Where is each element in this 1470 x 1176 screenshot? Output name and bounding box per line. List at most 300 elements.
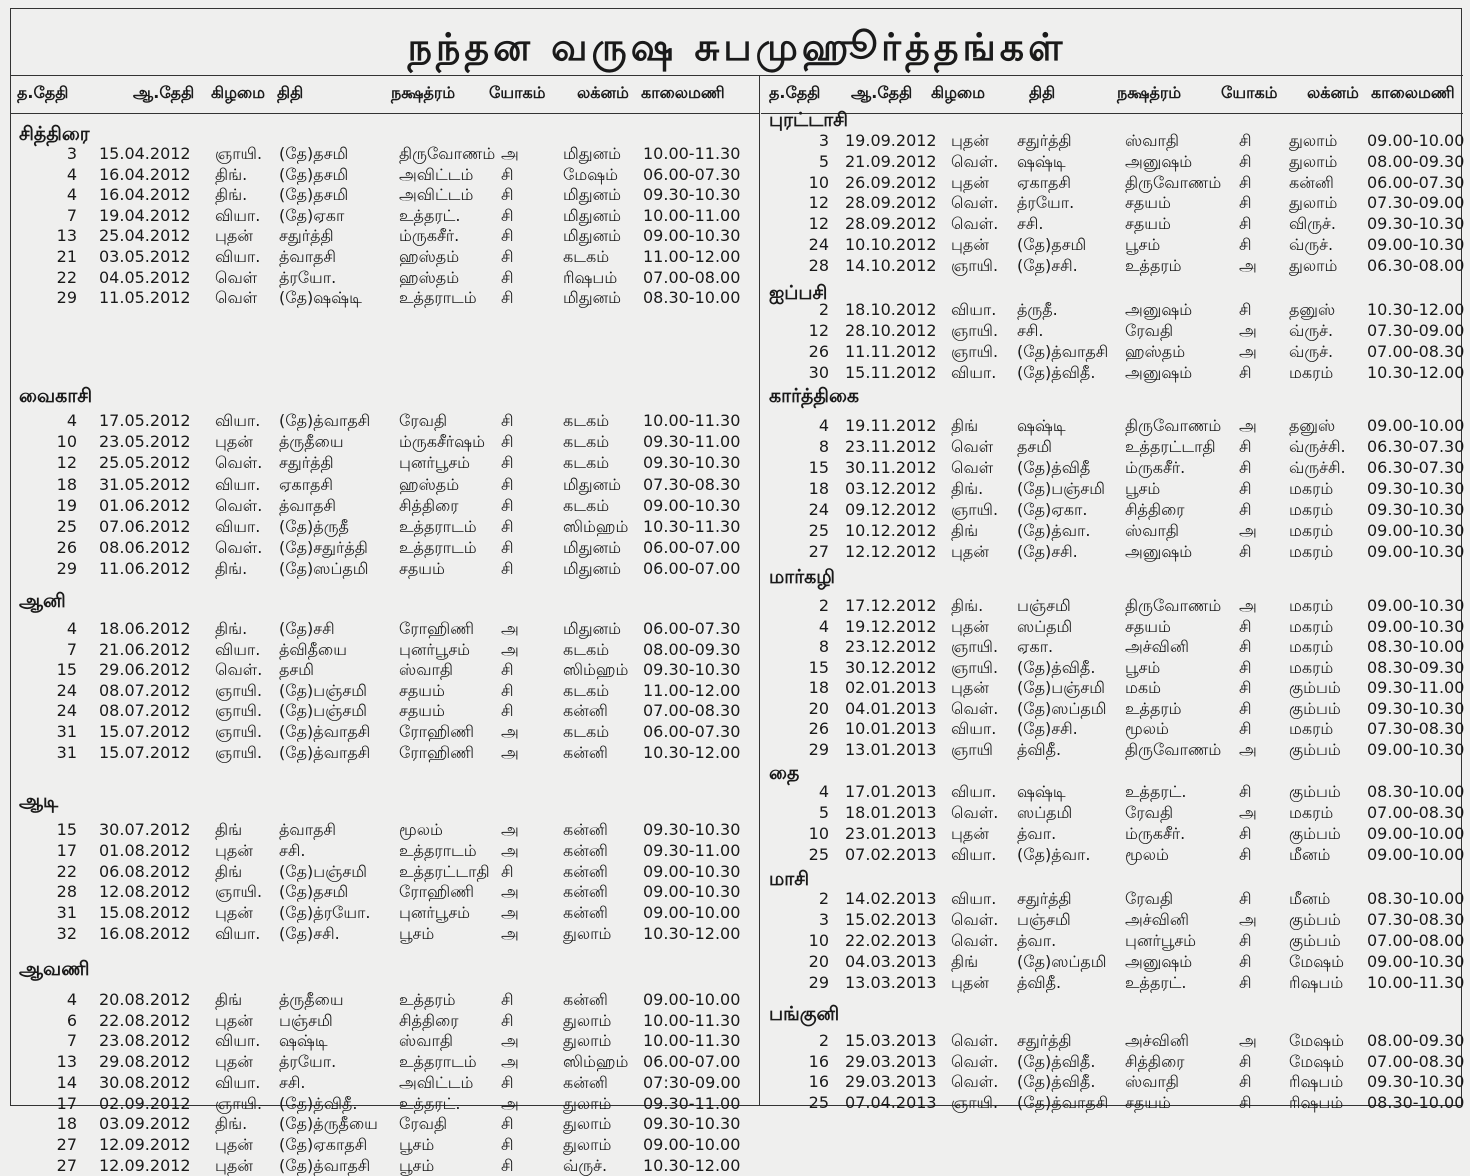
- english-date-cell: 09.12.2012: [845, 500, 937, 519]
- table-row: [11, 902, 759, 923]
- lagnam-cell: கன்னி: [1289, 172, 1334, 192]
- yogam-cell: அ: [501, 882, 519, 902]
- page-title: நந்தன வருஷ சுபமுஹூர்த்தங்கள்: [407, 24, 1067, 69]
- month-heading: மாசி: [769, 868, 810, 890]
- table-row: [11, 639, 759, 660]
- tithi-cell: சதுர்த்தி: [1017, 131, 1072, 150]
- month-heading: தை: [769, 762, 800, 784]
- weekday-cell: புதன்: [951, 973, 989, 992]
- weekday-cell: வெள்.: [951, 1031, 999, 1050]
- yogam-cell: சி: [1239, 616, 1252, 636]
- nakshatra-cell: திருவோணம்: [1125, 416, 1222, 435]
- lagnam-cell: கன்னி: [563, 1072, 608, 1092]
- table-row: [11, 989, 759, 1010]
- tithi-cell: (தே)த்வாதசி: [279, 742, 371, 762]
- table-row: [761, 1092, 1463, 1113]
- weekday-cell: புதன்: [951, 131, 989, 150]
- table-row: [761, 213, 1463, 234]
- weekday-cell: ஞாயி.: [951, 657, 999, 677]
- tithi-cell: (தே)சசி.: [1017, 719, 1078, 738]
- weekday-cell: வியா.: [215, 247, 261, 266]
- table-row: [11, 558, 759, 579]
- lagnam-cell: துலாம்: [563, 1114, 612, 1134]
- nakshatra-cell: சித்திரை: [1125, 500, 1185, 519]
- english-date-cell: 10.01.2013: [845, 719, 937, 738]
- tamil-date-cell: 22: [56, 861, 77, 881]
- yogam-cell: சி: [1239, 845, 1252, 864]
- tamil-date-cell: 29: [808, 739, 829, 759]
- header-lagnam: லக்னம்: [1307, 83, 1359, 102]
- lagnam-cell: துலாம்: [563, 1010, 612, 1030]
- table-row: [761, 499, 1463, 520]
- english-date-cell: 04.01.2013: [845, 698, 937, 718]
- lagnam-cell: கன்னி: [563, 990, 608, 1009]
- tamil-date-cell: 25: [808, 845, 829, 864]
- yogam-cell: சி: [1239, 172, 1252, 192]
- tithi-cell: (தே)தசமி: [279, 882, 349, 902]
- morning-time-cell: 09.00-10.00: [1367, 824, 1465, 843]
- tithi-cell: த்ரயோ.: [1017, 193, 1075, 213]
- yogam-cell: சி: [501, 226, 514, 246]
- yogam-cell: அ: [1239, 416, 1257, 435]
- table-row: [761, 520, 1463, 541]
- nakshatra-cell: மூலம்: [1125, 719, 1169, 738]
- english-date-cell: 30.07.2012: [99, 820, 191, 839]
- table-row: [11, 700, 759, 721]
- tithi-cell: (தே)சசி.: [279, 924, 340, 943]
- table-row: [11, 1030, 759, 1051]
- nakshatra-cell: உத்தரட்.: [1125, 782, 1187, 801]
- table-row: [11, 840, 759, 861]
- yogam-cell: அ: [501, 639, 519, 659]
- english-date-cell: 15.11.2012: [845, 363, 937, 382]
- nakshatra-cell: பூசம்: [399, 1155, 435, 1175]
- tamil-date-cell: 13: [56, 1052, 77, 1072]
- morning-time-cell: 09.00-10.30: [643, 226, 741, 246]
- header-tithi: திதி: [277, 83, 304, 102]
- table-row: [761, 362, 1463, 383]
- lagnam-cell: ஸிம்ஹம்: [563, 1052, 629, 1072]
- tamil-date-cell: 15: [808, 458, 829, 477]
- nakshatra-cell: அனுஷம்: [1125, 300, 1193, 319]
- lagnam-cell: ஸிம்ஹம்: [563, 517, 629, 536]
- table-row: [761, 909, 1463, 930]
- tithi-cell: த்ருதீ.: [1017, 300, 1058, 319]
- english-date-cell: 01.06.2012: [99, 495, 191, 515]
- lagnam-cell: மகரம்: [1289, 616, 1334, 636]
- tithi-cell: (தே)ஷஷ்டி: [279, 288, 362, 308]
- table-row: [11, 474, 759, 495]
- tithi-cell: சதுர்த்தி: [1017, 889, 1072, 908]
- nakshatra-cell: ம்ருகசீர்.: [399, 226, 460, 246]
- yogam-cell: சி: [501, 990, 514, 1009]
- nakshatra-cell: திருவோணம்: [399, 144, 496, 163]
- morning-time-cell: 11.00-12.00: [643, 247, 741, 266]
- tithi-cell: (தே)பஞ்சமி: [1017, 678, 1105, 697]
- nakshatra-cell: ரோஹிணி: [399, 882, 474, 902]
- english-date-cell: 16.04.2012: [99, 185, 191, 205]
- tithi-cell: (தே)தசமி: [1017, 235, 1087, 254]
- english-date-cell: 22.08.2012: [99, 1010, 191, 1030]
- english-date-cell: 16.04.2012: [99, 164, 191, 184]
- tamil-date-cell: 10: [56, 432, 77, 452]
- table-row: [761, 595, 1463, 616]
- yogam-cell: சி: [1239, 437, 1252, 456]
- tamil-date-cell: 10: [808, 931, 829, 950]
- lagnam-cell: துலாம்: [1289, 131, 1338, 150]
- lagnam-cell: மிதுனம்: [563, 288, 622, 308]
- morning-time-cell: 11.00-12.00: [643, 680, 741, 700]
- tamil-date-cell: 2: [818, 300, 829, 319]
- nakshatra-cell: உத்தராடம்: [399, 538, 477, 558]
- tamil-date-cell: 4: [66, 164, 77, 184]
- tamil-date-cell: 31: [56, 903, 77, 923]
- lagnam-cell: கும்பம்: [1289, 910, 1341, 929]
- yogam-cell: சி: [1239, 479, 1252, 498]
- lagnam-cell: மிதுனம்: [563, 619, 622, 638]
- morning-time-cell: 09.00-10.30: [1367, 739, 1465, 759]
- english-date-cell: 18.10.2012: [845, 300, 937, 319]
- weekday-cell: ஞாயி.: [215, 882, 263, 902]
- tithi-cell: தசமி: [279, 660, 315, 680]
- morning-time-cell: 07.30-08.30: [643, 474, 741, 494]
- yogam-cell: சி: [1239, 235, 1252, 254]
- header-morning-time: காலைமணி: [1371, 83, 1455, 102]
- table-row: [761, 172, 1463, 193]
- tithi-cell: (தே)பஞ்சமி: [279, 701, 367, 721]
- tamil-date-cell: 12: [808, 193, 829, 213]
- yogam-cell: சி: [1239, 889, 1252, 908]
- tithi-cell: (தே)த்ருதீயை: [279, 1114, 378, 1134]
- english-date-cell: 19.09.2012: [845, 131, 937, 150]
- table-row: [11, 742, 759, 763]
- month-heading: ஆவணி: [19, 958, 90, 980]
- morning-time-cell: 09.30-10.30: [643, 1114, 741, 1134]
- yogam-cell: சி: [501, 680, 514, 700]
- morning-time-cell: 06.00-07.00: [643, 1052, 741, 1072]
- table-row: [11, 881, 759, 902]
- lagnam-cell: துலாம்: [1289, 193, 1338, 213]
- morning-time-cell: 09.00-10.30: [643, 882, 741, 902]
- yogam-cell: அ: [1239, 1031, 1257, 1050]
- yogam-cell: அ: [501, 1052, 519, 1072]
- tithi-cell: (தே)த்வாதசி: [279, 722, 371, 741]
- weekday-cell: புதன்: [215, 1155, 253, 1175]
- nakshatra-cell: அனுஷம்: [1125, 542, 1193, 561]
- tithi-cell: த்விதீ.: [1017, 739, 1062, 759]
- yogam-cell: அ: [501, 722, 519, 741]
- english-date-cell: 03.05.2012: [99, 247, 191, 266]
- table-row: [761, 802, 1463, 823]
- morning-time-cell: 06.30-08.00: [1367, 255, 1465, 275]
- yogam-cell: சி: [501, 474, 514, 494]
- tamil-date-cell: 27: [808, 542, 829, 561]
- table-row: [761, 718, 1463, 739]
- morning-time-cell: 06.30-07.30: [1367, 458, 1465, 477]
- nakshatra-cell: ம்ருகசீர்.: [1125, 824, 1186, 843]
- tithi-cell: ஷஷ்டி: [279, 1031, 328, 1051]
- weekday-cell: வெள்.: [951, 931, 999, 950]
- weekday-cell: திங்.: [951, 596, 984, 615]
- morning-time-cell: 06.00-07.30: [643, 164, 741, 184]
- weekday-cell: திங்.: [215, 1114, 248, 1134]
- english-date-cell: 14.10.2012: [845, 255, 937, 275]
- table-row: [11, 287, 759, 308]
- table-row: [761, 341, 1463, 362]
- nakshatra-cell: அனுஷம்: [1125, 952, 1193, 971]
- weekday-cell: வியா.: [215, 474, 261, 494]
- weekday-cell: புதன்: [215, 903, 253, 923]
- nakshatra-cell: பூசம்: [399, 924, 435, 943]
- weekday-cell: வெள்.: [951, 803, 999, 822]
- morning-time-cell: 08.00-09.30: [1367, 1031, 1465, 1050]
- morning-time-cell: 09.00-10.30: [1367, 616, 1465, 636]
- tamil-date-cell: 24: [808, 500, 829, 519]
- tithi-cell: ஸப்தமி: [1017, 616, 1073, 636]
- yogam-cell: அ: [501, 619, 519, 638]
- english-date-cell: 15.03.2013: [845, 1031, 937, 1050]
- tamil-date-cell: 28: [808, 255, 829, 275]
- tithi-cell: (தே)தசமி: [279, 185, 349, 205]
- tamil-date-cell: 4: [818, 782, 829, 801]
- yogam-cell: சி: [501, 205, 514, 225]
- lagnam-cell: துலாம்: [563, 1134, 612, 1154]
- morning-time-cell: 09.00-10.30: [1367, 952, 1465, 971]
- tithi-cell: சதுர்த்தி: [279, 453, 334, 473]
- yogam-cell: அ: [1239, 321, 1257, 340]
- english-date-cell: 15.02.2013: [845, 910, 937, 929]
- weekday-cell: புதன்: [951, 824, 989, 843]
- yogam-cell: சி: [1239, 719, 1252, 738]
- table-row: [11, 1051, 759, 1072]
- nakshatra-cell: ஸ்வாதி: [1125, 131, 1179, 150]
- table-row: [761, 739, 1463, 760]
- nakshatra-cell: உத்தரட்.: [1125, 973, 1187, 992]
- month-heading: மார்கழி: [769, 566, 835, 588]
- weekday-cell: ஞாயி.: [215, 680, 263, 700]
- tamil-date-cell: 32: [56, 924, 77, 943]
- table-row: [761, 541, 1463, 562]
- lagnam-cell: கும்பம்: [1289, 739, 1341, 759]
- yogam-cell: சி: [501, 861, 514, 881]
- english-date-cell: 04.05.2012: [99, 267, 191, 287]
- lagnam-cell: விருச்.: [1289, 214, 1336, 234]
- weekday-cell: ஞாயி.: [951, 1092, 999, 1112]
- english-date-cell: 29.03.2013: [845, 1072, 937, 1091]
- yogam-cell: அ: [1239, 739, 1257, 759]
- nakshatra-cell: உத்தராடம்: [399, 1052, 477, 1072]
- lagnam-cell: வ்ருச்.: [1289, 321, 1334, 340]
- nakshatra-cell: மூலம்: [1125, 845, 1169, 864]
- table-row: [761, 436, 1463, 457]
- tithi-cell: (தே)த்வா.: [1017, 521, 1091, 540]
- english-date-cell: 04.03.2013: [845, 952, 937, 971]
- tamil-date-cell: 16: [808, 1072, 829, 1091]
- tithi-cell: த்விதீயை: [279, 639, 347, 659]
- month-heading: புரட்டாசி: [769, 109, 849, 131]
- lagnam-cell: மீனம்: [1289, 889, 1331, 908]
- header-tamil-date: த.தேதி: [769, 83, 821, 102]
- month-heading: ஐப்பசி: [769, 282, 828, 304]
- right-header-row: [761, 75, 1463, 114]
- tamil-date-cell: 15: [56, 660, 77, 680]
- morning-time-cell: 09.30-11.00: [643, 1093, 741, 1113]
- english-date-cell: 15.04.2012: [99, 144, 191, 163]
- header-weekday: கிழமை: [211, 83, 265, 102]
- english-date-cell: 17.01.2013: [845, 782, 937, 801]
- morning-time-cell: 06.00-07.30: [1367, 172, 1465, 192]
- yogam-cell: சி: [501, 495, 514, 515]
- english-date-cell: 30.11.2012: [845, 458, 937, 477]
- weekday-cell: வியா.: [215, 1031, 261, 1051]
- header-tamil-date: த.தேதி: [17, 83, 69, 102]
- nakshatra-cell: மூலம்: [399, 820, 443, 839]
- weekday-cell: புதன்: [215, 432, 253, 452]
- yogam-cell: சி: [501, 432, 514, 452]
- weekday-cell: வியா.: [215, 924, 261, 943]
- tithi-cell: பஞ்சமி: [1017, 910, 1071, 929]
- morning-time-cell: 06.00-07.00: [643, 538, 741, 558]
- table-row: [11, 659, 759, 680]
- yogam-cell: சி: [1239, 300, 1252, 319]
- table-row: [761, 478, 1463, 499]
- table-row: [11, 721, 759, 742]
- tamil-date-cell: 12: [808, 321, 829, 340]
- tamil-date-cell: 14: [56, 1072, 77, 1092]
- yogam-cell: சி: [1239, 637, 1252, 656]
- english-date-cell: 30.08.2012: [99, 1072, 191, 1092]
- table-row: [11, 537, 759, 558]
- yogam-cell: சி: [501, 1134, 514, 1154]
- nakshatra-cell: சதயம்: [399, 701, 445, 721]
- morning-time-cell: 07.30-08.30: [1367, 719, 1465, 738]
- lagnam-cell: கும்பம்: [1289, 698, 1341, 718]
- weekday-cell: வெள்.: [951, 910, 999, 929]
- tithi-cell: (தே)த்விதீ: [1017, 458, 1091, 477]
- weekday-cell: வெள்.: [215, 660, 263, 680]
- morning-time-cell: 07:30-09.00: [643, 1072, 741, 1092]
- morning-time-cell: 09.30-11.00: [643, 432, 741, 452]
- tithi-cell: (தே)ஏகா: [279, 205, 345, 225]
- tamil-date-cell: 8: [818, 637, 829, 656]
- morning-time-cell: 10.00-11.30: [643, 144, 741, 163]
- tithi-cell: (தே)ஏகா.: [1017, 500, 1088, 519]
- weekday-cell: வெள்: [215, 267, 258, 287]
- lagnam-cell: கன்னி: [563, 701, 608, 721]
- yogam-cell: சி: [1239, 782, 1252, 801]
- english-date-cell: 31.05.2012: [99, 474, 191, 494]
- weekday-cell: புதன்: [215, 840, 253, 860]
- tamil-date-cell: 17: [56, 840, 77, 860]
- english-date-cell: 13.01.2013: [845, 739, 937, 759]
- nakshatra-cell: உத்தரம்: [399, 990, 456, 1009]
- table-row: [761, 657, 1463, 678]
- tithi-cell: ஸப்தமி: [1017, 803, 1073, 822]
- tamil-date-cell: 20: [808, 952, 829, 971]
- morning-time-cell: 09.30-10.30: [1367, 479, 1465, 498]
- morning-time-cell: 07.00-08.30: [1367, 803, 1465, 822]
- weekday-cell: ஞாயி.: [951, 637, 999, 656]
- weekday-cell: புதன்: [215, 226, 253, 246]
- weekday-cell: வியா.: [951, 845, 997, 864]
- tithi-cell: (தே)த்விதீ.: [279, 1093, 358, 1113]
- nakshatra-cell: உத்தரம்: [1125, 698, 1182, 718]
- weekday-cell: வெள்.: [215, 538, 263, 558]
- tithi-cell: (தே)சசி.: [1017, 542, 1078, 561]
- yogam-cell: சி: [1239, 500, 1252, 519]
- nakshatra-cell: பூசம்: [1125, 479, 1161, 498]
- table-row: [761, 972, 1463, 993]
- tithi-cell: (தே)தசமி: [279, 144, 349, 163]
- lagnam-cell: மேஷம்: [563, 164, 619, 184]
- table-row: [761, 1051, 1463, 1072]
- english-date-cell: 25.05.2012: [99, 453, 191, 473]
- tamil-date-cell: 4: [66, 185, 77, 205]
- tamil-date-cell: 29: [808, 973, 829, 992]
- yogam-cell: சி: [501, 559, 514, 579]
- english-date-cell: 12.09.2012: [99, 1155, 191, 1175]
- nakshatra-cell: அனுஷம்: [1125, 363, 1193, 382]
- weekday-cell: வியா.: [951, 363, 997, 382]
- weekday-cell: புதன்: [215, 1010, 253, 1030]
- tamil-date-cell: 10: [808, 824, 829, 843]
- english-date-cell: 07.04.2013: [845, 1092, 937, 1112]
- english-date-cell: 02.09.2012: [99, 1093, 191, 1113]
- english-date-cell: 25.04.2012: [99, 226, 191, 246]
- yogam-cell: சி: [1239, 193, 1252, 213]
- weekday-cell: திங்: [215, 820, 243, 839]
- tamil-date-cell: 25: [808, 521, 829, 540]
- tamil-date-cell: 2: [818, 1031, 829, 1050]
- english-date-cell: 08.07.2012: [99, 680, 191, 700]
- morning-time-cell: 10.30-12.00: [643, 742, 741, 762]
- nakshatra-cell: சதயம்: [1125, 193, 1171, 213]
- left-column: [11, 75, 759, 1175]
- weekday-cell: ஞாயி.: [215, 701, 263, 721]
- weekday-cell: ஞாயி: [951, 739, 993, 759]
- weekday-cell: வெள்.: [951, 214, 999, 234]
- morning-time-cell: 09.30-11.00: [1367, 678, 1465, 697]
- yogam-cell: சி: [501, 538, 514, 558]
- english-date-cell: 15.07.2012: [99, 722, 191, 741]
- weekday-cell: திங்.: [215, 164, 248, 184]
- tithi-cell: சசி.: [1017, 214, 1044, 234]
- table-row: [761, 130, 1463, 151]
- yogam-cell: சி: [1239, 214, 1252, 234]
- tithi-cell: (தே)த்ரயோ.: [279, 903, 371, 923]
- lagnam-cell: துலாம்: [1289, 151, 1338, 171]
- lagnam-cell: மிதுனம்: [563, 559, 622, 579]
- lagnam-cell: ரிஷபம்: [563, 267, 618, 287]
- header-yogam: யோகம்: [1221, 83, 1278, 102]
- tamil-date-cell: 7: [66, 1031, 77, 1051]
- tithi-cell: (தே)ஸப்தமி: [279, 559, 369, 579]
- lagnam-cell: கன்னி: [563, 861, 608, 881]
- tamil-date-cell: 12: [808, 214, 829, 234]
- weekday-cell: ஞாயி.: [215, 144, 263, 163]
- table-row: [11, 516, 759, 537]
- morning-time-cell: 09.30-10.30: [1367, 500, 1465, 519]
- english-date-cell: 29.08.2012: [99, 1052, 191, 1072]
- weekday-cell: ஞாயி.: [215, 722, 263, 741]
- tithi-cell: (தே)சசி.: [1017, 255, 1078, 275]
- lagnam-cell: மகரம்: [1289, 719, 1334, 738]
- tithi-cell: த்வா.: [1017, 931, 1057, 950]
- header-english-date: ஆ.தேதி: [133, 83, 195, 102]
- nakshatra-cell: ம்ருகசீர்ஷம்: [399, 432, 485, 452]
- morning-time-cell: 08.30-10.00: [643, 288, 741, 308]
- yogam-cell: அ: [501, 820, 519, 839]
